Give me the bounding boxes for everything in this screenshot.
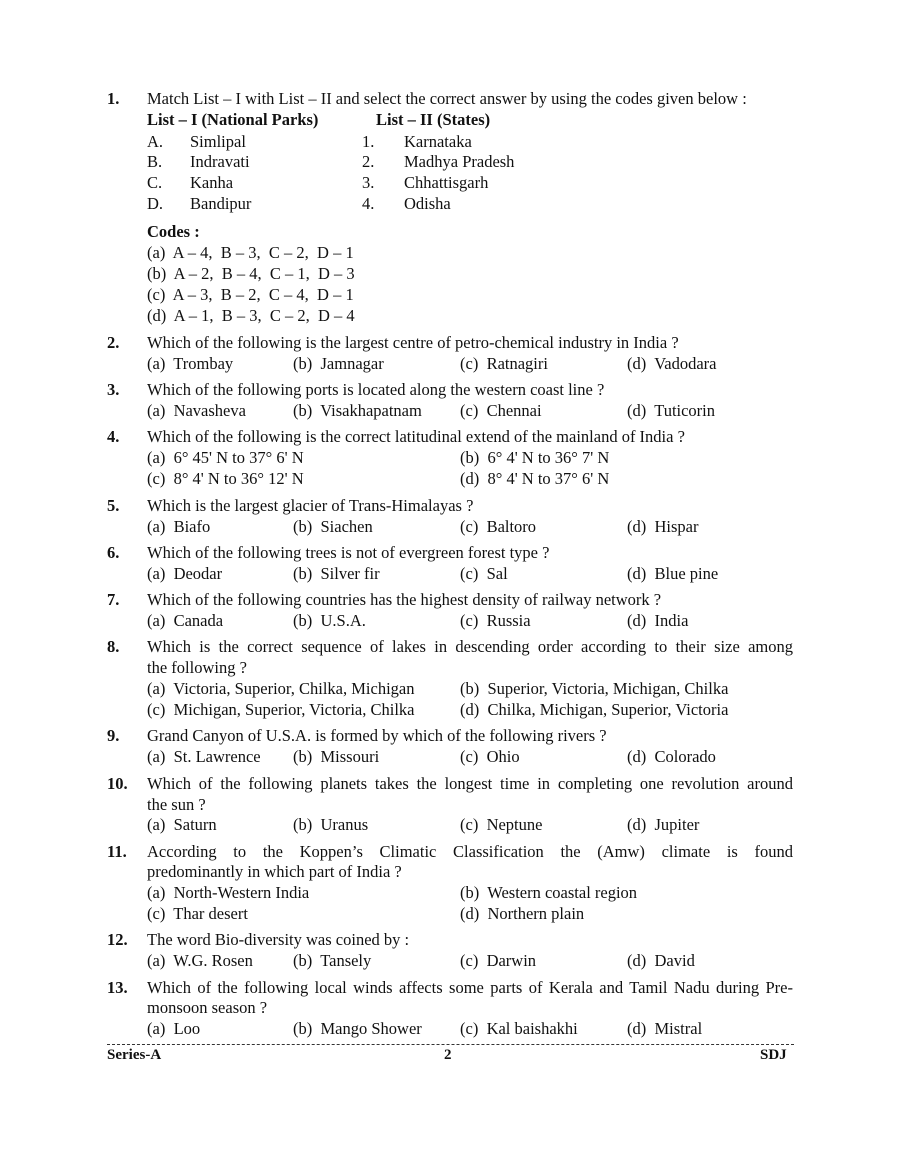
answer-option: (a) Deodar <box>147 564 223 583</box>
question-number: 11. <box>107 842 127 861</box>
answer-option: (a) A – 4, B – 3, C – 2, D – 1 <box>147 243 354 262</box>
answer-option: (a) Loo <box>147 1019 201 1038</box>
answer-option: (d) Chilka, Michigan, Superior, Victoria <box>460 700 729 719</box>
answer-option: (a) Canada <box>147 611 224 630</box>
question-stem: Grand Canyon of U.S.A. is formed by which of the following rivers ? <box>147 726 607 745</box>
list-2-number: 4. <box>362 194 375 213</box>
question-stem: Which of the following planets takes the longest time in completing one revolution around <box>147 774 793 793</box>
answer-option: (b) Siachen <box>293 517 373 536</box>
list-1-item: Simlipal <box>190 132 246 151</box>
answer-option: (b) Jamnagar <box>293 354 384 373</box>
question-number: 4. <box>107 427 120 446</box>
list-2-item: Odisha <box>404 194 451 213</box>
answer-option: (c) Thar desert <box>147 904 248 923</box>
question-stem: Which of the following local winds affects some parts of Kerala and Tamil Nadu during Pre- <box>147 978 793 997</box>
answer-option: (b) Western coastal region <box>460 883 638 902</box>
answer-option: (c) Neptune <box>460 815 543 834</box>
question-number: 9. <box>107 726 120 745</box>
answer-option: (a) W.G. Rosen <box>147 951 253 970</box>
question-number: 3. <box>107 380 120 399</box>
question-number: 13. <box>107 978 128 997</box>
answer-option: (d) A – 1, B – 3, C – 2, D – 4 <box>147 306 355 325</box>
list-2-number: 3. <box>362 173 375 192</box>
answer-option: (b) Superior, Victoria, Michigan, Chilka <box>460 679 729 698</box>
answer-option: (b) Visakhapatnam <box>293 401 422 420</box>
answer-option: (a) Saturn <box>147 815 217 834</box>
question-number: 1. <box>107 89 120 108</box>
answer-option: (d) Blue pine <box>627 564 719 583</box>
answer-option: (b) Missouri <box>293 747 380 766</box>
list-1-item: Bandipur <box>190 194 252 213</box>
answer-option: (c) Kal baishakhi <box>460 1019 578 1038</box>
question-stem: Which of the following is the largest centre of petro-chemical industry in India ? <box>147 333 679 352</box>
list-1-letter: A. <box>147 132 164 151</box>
answer-option: (d) David <box>627 951 695 970</box>
list-2-heading: List – II (States) <box>376 110 491 129</box>
answer-option: (c) Michigan, Superior, Victoria, Chilka <box>147 700 415 719</box>
answer-option: (d) Mistral <box>627 1019 703 1038</box>
question-number: 2. <box>107 333 120 352</box>
answer-option: (a) Trombay <box>147 354 234 373</box>
list-2-item: Madhya Pradesh <box>404 152 515 171</box>
question-number: 12. <box>107 930 128 949</box>
answer-option: (b) Silver fir <box>293 564 380 583</box>
answer-option: (d) Jupiter <box>627 815 700 834</box>
codes-heading: Codes : <box>147 222 200 241</box>
list-1-letter: B. <box>147 152 163 171</box>
question-stem: Which is the largest glacier of Trans-Himalayas ? <box>147 496 474 515</box>
answer-option: (d) Tuticorin <box>627 401 716 420</box>
answer-option: (b) 6° 4' N to 36° 7' N <box>460 448 610 467</box>
answer-option: (c) Baltoro <box>460 517 537 536</box>
question-stem-continued: monsoon season ? <box>147 998 268 1017</box>
list-1-heading: List – I (National Parks) <box>147 110 319 129</box>
list-1-item: Indravati <box>190 152 250 171</box>
question-stem: Which is the correct sequence of lakes in descending order according to their size among <box>147 637 793 656</box>
answer-option: (c) Darwin <box>460 951 537 970</box>
question-stem: Which of the following ports is located along the western coast line ? <box>147 380 605 399</box>
answer-option: (c) Russia <box>460 611 531 630</box>
answer-option: (b) A – 2, B – 4, C – 1, D – 3 <box>147 264 355 283</box>
answer-option: (d) India <box>627 611 689 630</box>
answer-option: (a) Victoria, Superior, Chilka, Michigan <box>147 679 415 698</box>
answer-option: (c) Ohio <box>460 747 520 766</box>
answer-option: (a) Navasheva <box>147 401 246 420</box>
list-1-letter: C. <box>147 173 163 192</box>
question-stem: Which of the following trees is not of evergreen forest type ? <box>147 543 550 562</box>
answer-option: (d) Vadodara <box>627 354 717 373</box>
answer-option: (c) A – 3, B – 2, C – 4, D – 1 <box>147 285 354 304</box>
question-stem: Which of the following is the correct latitudinal extend of the mainland of India ? <box>147 427 685 446</box>
answer-option: (a) Biafo <box>147 517 211 536</box>
question-stem: Match List – I with List – II and select the correct answer by using the codes given below : <box>147 89 747 108</box>
list-2-item: Chhattisgarh <box>404 173 489 192</box>
page-number: 2 <box>444 1047 452 1063</box>
list-2-number: 2. <box>362 152 375 171</box>
list-2-item: Karnataka <box>404 132 472 151</box>
question-stem: According to the Koppen’s Climatic Classification the (Amw) climate is found <box>147 842 793 861</box>
answer-option: (b) Mango Shower <box>293 1019 422 1038</box>
answer-option: (a) North-Western India <box>147 883 310 902</box>
footer-series: Series-A <box>107 1047 162 1063</box>
list-1-item: Kanha <box>190 173 234 192</box>
answer-option: (d) Hispar <box>627 517 699 536</box>
question-number: 7. <box>107 590 120 609</box>
question-stem: The word Bio-diversity was coined by : <box>147 930 410 949</box>
answer-option: (c) Sal <box>460 564 508 583</box>
question-stem-continued: predominantly in which part of India ? <box>147 862 402 881</box>
answer-option: (c) Ratnagiri <box>460 354 548 373</box>
answer-option: (a) 6° 45' N to 37° 6' N <box>147 448 304 467</box>
answer-option: (c) 8° 4' N to 36° 12' N <box>147 469 304 488</box>
question-number: 6. <box>107 543 120 562</box>
answer-option: (a) St. Lawrence <box>147 747 261 766</box>
answer-option: (d) Colorado <box>627 747 716 766</box>
question-stem-continued: the sun ? <box>147 795 206 814</box>
question-number: 5. <box>107 496 120 515</box>
question-stem-continued: the following ? <box>147 658 247 677</box>
question-number: 8. <box>107 637 120 656</box>
question-stem: Which of the following countries has the highest density of railway network ? <box>147 590 662 609</box>
answer-option: (b) Uranus <box>293 815 369 834</box>
answer-option: (d) Northern plain <box>460 904 585 923</box>
footer-code: SDJ <box>760 1047 787 1063</box>
answer-option: (b) Tansely <box>293 951 372 970</box>
question-number: 10. <box>107 774 128 793</box>
footer-divider <box>107 1044 794 1045</box>
answer-option: (b) U.S.A. <box>293 611 366 630</box>
answer-option: (d) 8° 4' N to 37° 6' N <box>460 469 610 488</box>
list-1-letter: D. <box>147 194 164 213</box>
list-2-number: 1. <box>362 132 375 151</box>
answer-option: (c) Chennai <box>460 401 542 420</box>
